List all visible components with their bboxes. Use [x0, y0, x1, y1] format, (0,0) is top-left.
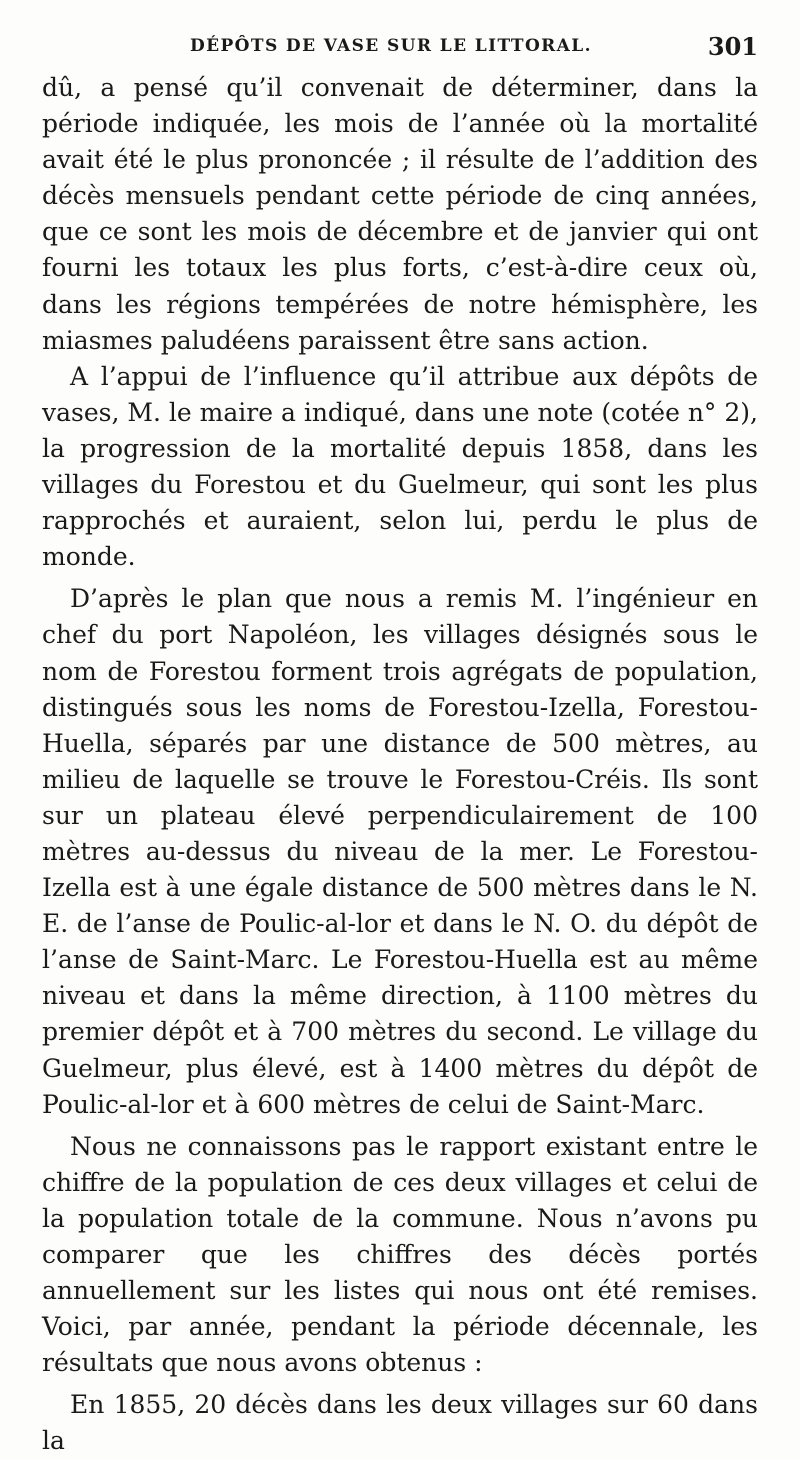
page-number: 301: [707, 32, 758, 61]
page-header: [42, 32, 758, 70]
paragraph-population: Nous ne connaissons pas le rapport existant entre le chiffre de la population de ces deux villages et celui de la population totale de la commune. Nous n’avons pu comparer que les chiffres des décès portés annuellement sur les listes qui nous ont été remises. Voici, par année, pendant la période décennale, les résultats que nous avons obtenus :: [42, 1131, 758, 1378]
paragraph-mayor-note: A l’appui de l’influence qu’il attribue aux dépôts de vases, M. le maire a indiqué, dans une note (cotée n° 2), la progression de la mortalité depuis 1858, dans les villages du Forestou et du Guelmeur, qui sont les plus rapprochés et auraient, selon lui, perdu le plus de monde.: [42, 361, 758, 572]
running-title: DÉPÔTS DE VASE SUR LE LITTORAL.: [190, 36, 592, 56]
body-text: [42, 70, 758, 1460]
paragraph-yearly-results: En 1855, 20 décès dans les deux villages sur 60 dans la: [42, 1390, 758, 1456]
paragraph-village-locations: D’après le plan que nous a remis M. l’ingénieur en chef du port Napoléon, les villages désignés sous le nom de Forestou forment trois agrégats de population, distingués sous les noms de Forestou-Izella, Forestou-Huella, séparés par une distance de 500 mètres, au milieu de laquelle se trouve le Forestou-Créis. Ils sont sur un plateau élevé perpendiculairement de 100 mètres au-dessus du niveau de la mer. Le Forestou-Izella est à une égale distance de 500 mètres dans le N. E. de l’anse de Poulic-al-lor et dans le N. O. du dépôt de l’anse de Saint-Marc. Le Forestou-Huella est au même niveau et dans la même direction, à 1100 mètres du premier dépôt et à 700 mètres du second. Le village du Guelmeur, plus élevé, est à 1400 mètres du dépôt de Poulic-al-lor et à 600 mètres de celui de Saint-Marc.: [42, 584, 758, 1119]
paragraph-continuation: dû, a pensé qu’il convenait de déterminer, dans la période indiquée, les mois de l’année où la mortalité avait été le plus prononcée ; il résulte de l’addition des décès mensuels pendant cette période de cinq années, que ce sont les mois de décembre et de janvier qui ont fourni les totaux les plus forts, c’est-à-dire ceux où, dans les régions tempérées de notre hémisphère, les miasmes paludéens paraissent être sans action.: [42, 73, 758, 355]
